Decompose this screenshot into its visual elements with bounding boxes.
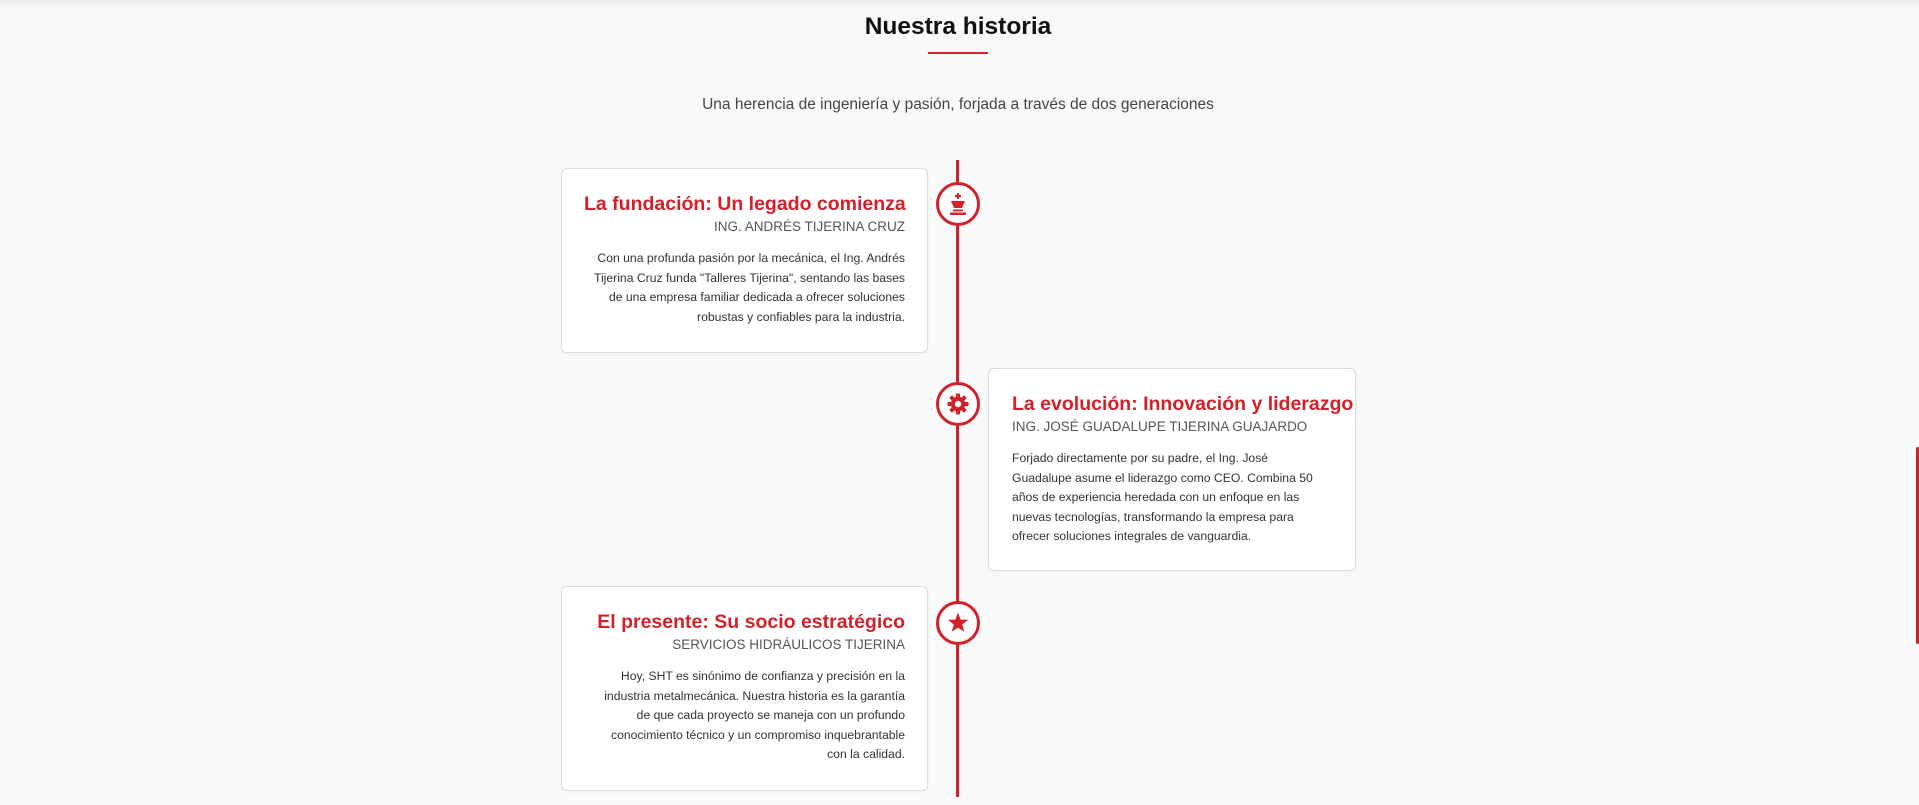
timeline-node-3 [936,601,980,645]
timeline-line [956,160,959,797]
card-title: La fundación: Un legado comienza [584,193,906,215]
chess-king-icon [946,192,970,216]
star-icon [946,611,970,635]
card-title: La evolución: Innovación y liderazgo [1012,393,1354,415]
timeline-card-3 [561,586,928,791]
card-subtitle: ING. JOSÉ GUADALUPE TIJERINA GUAJARDO [1012,419,1308,434]
timeline-node-1 [936,182,980,226]
timeline-card-1 [561,168,928,353]
card-text: Con una profunda pasión por la mecánica, el Ing. Andrés Tijerina Cruz funda "Talleres Tijerina", sentando las bases de una empresa familiar dedicada a ofrecer soluciones robustas y confiables para la industria. [593,251,905,324]
section-subtitle: Una herencia de ingeniería y pasión, forjada a través de dos generaciones [702,96,1214,113]
card-text: Hoy, SHT es sinónimo de confianza y precisión en la industria metalmecánica. Nuestra historia es la garantía de que cada proyecto se maneja con un profundo conocimiento técnico y un compromiso inquebrantable con la calidad. [604,669,905,761]
timeline-card-2 [988,368,1356,571]
title-underline [928,52,988,54]
card-subtitle: SERVICIOS HIDRÁULICOS TIJERINA [672,637,905,652]
header-shadow [0,0,1919,8]
gear-icon [946,392,970,416]
card-title: El presente: Su socio estratégico [597,611,905,633]
card-subtitle: ING. ANDRÉS TIJERINA CRUZ [713,219,905,234]
card-text: Forjado directamente por su padre, el Ing. José Guadalupe asume el liderazgo como CEO. Combina 50 años de experiencia heredada con un enfoque en las nuevas tecnologías, transformando la empresa para ofrecer soluciones integrales de vanguardia. [1012,451,1313,543]
timeline-node-2 [936,382,980,426]
section-title: Nuestra historia [864,13,1052,40]
